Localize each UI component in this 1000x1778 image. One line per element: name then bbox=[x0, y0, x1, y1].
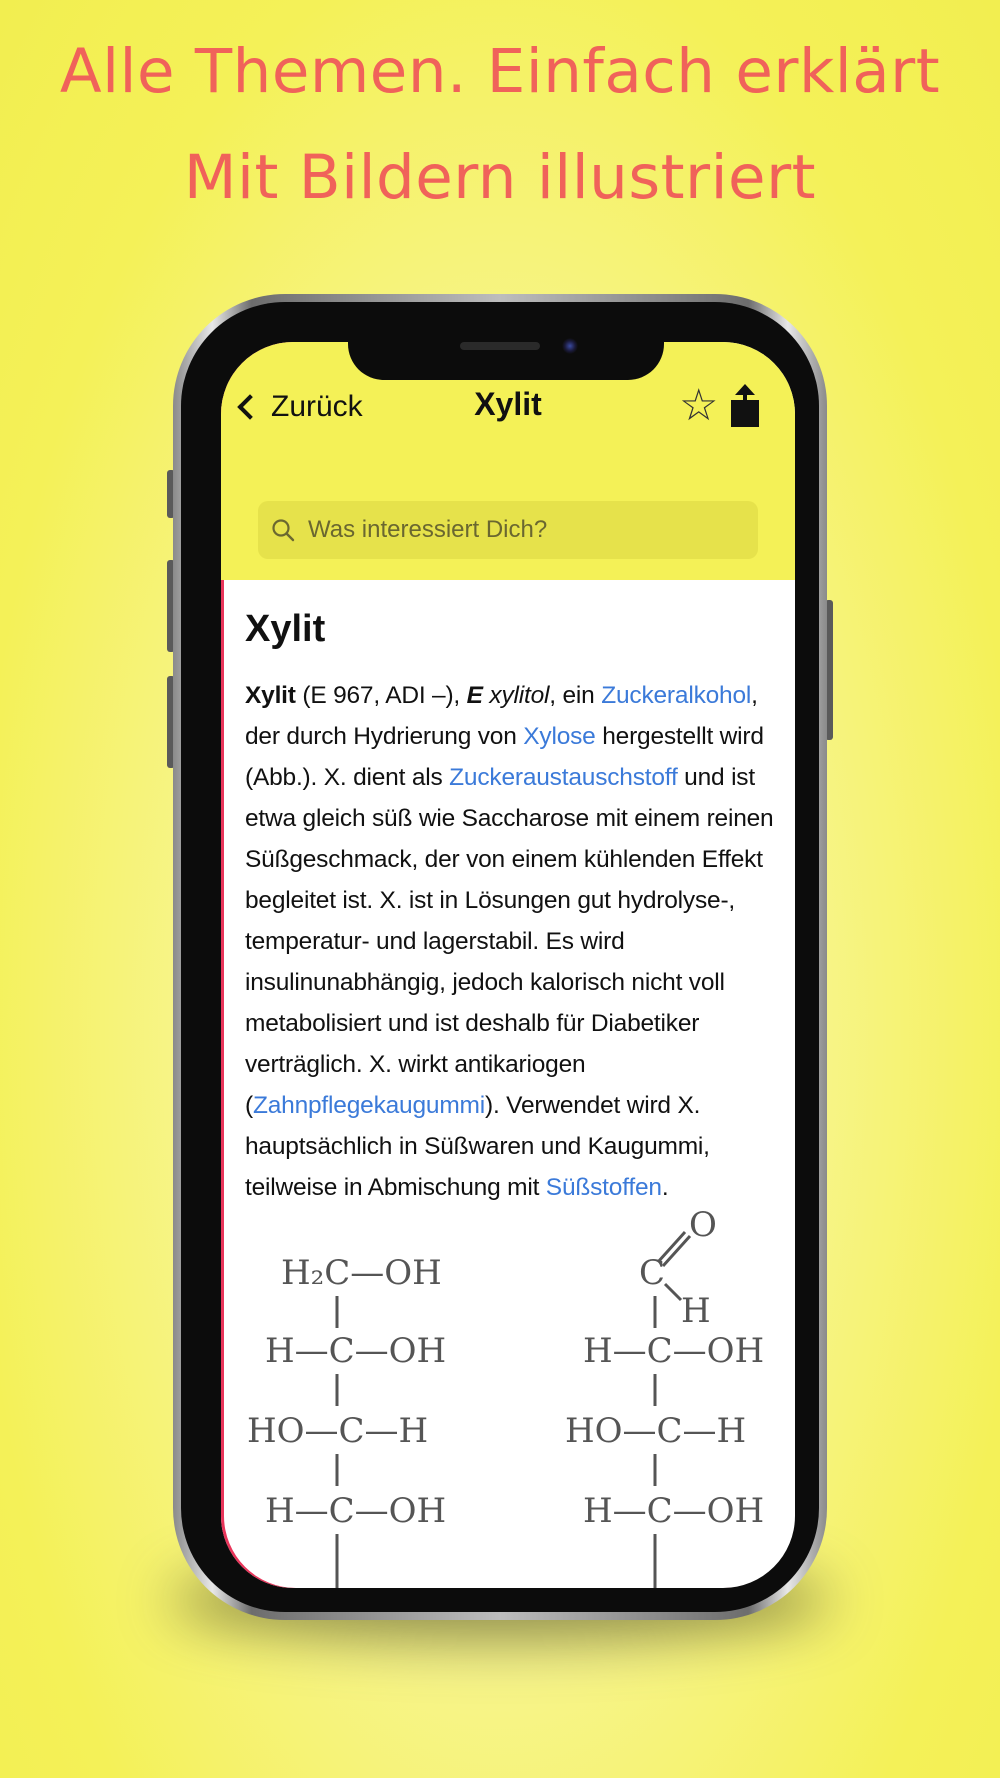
structural-formula-image bbox=[245, 1192, 775, 1588]
link-zuckeraustauschstoff[interactable]: Zuckeraustauschstoff bbox=[449, 764, 678, 791]
formula-right-top-h: H bbox=[681, 1291, 711, 1331]
formula-right-top-c: C bbox=[639, 1253, 666, 1293]
article-body bbox=[245, 675, 775, 1208]
article-text: (E 967, ADI –), bbox=[295, 682, 467, 709]
article-text: , ein bbox=[549, 682, 602, 709]
search-icon bbox=[270, 517, 296, 543]
app-screen bbox=[221, 342, 795, 1588]
article-text: . bbox=[661, 1174, 669, 1201]
promo-headline-1: Alle Themen. Einfach erklärt bbox=[59, 36, 941, 107]
english-term: xylitol bbox=[489, 682, 550, 709]
article-title: Xylit bbox=[245, 608, 326, 650]
article-content bbox=[245, 592, 775, 1208]
phone-frame bbox=[173, 294, 827, 1620]
link-xylose[interactable]: Xylose bbox=[523, 723, 596, 750]
link-zahnpflegekaugummi[interactable]: Zahnpflegekaugummi bbox=[252, 1092, 485, 1119]
article-text: hergestellt wird (Abb.). X. dient als bbox=[245, 723, 764, 791]
formula-right-row-3: HO—C—H bbox=[565, 1411, 747, 1451]
formula-right-top-o: O bbox=[689, 1205, 717, 1245]
article-term: Xylit bbox=[245, 682, 296, 709]
search-bar[interactable] bbox=[258, 501, 758, 559]
structural-formula-svg bbox=[245, 1192, 775, 1588]
article-text: und ist etwa gleich süß wie Saccharose mit einem reinen Süßgeschmack, der von einem kühlenden Effekt begleitet ist. X. ist in Lösungen gut hydrolyse-, temperatur- und lagerstabil. Es wird insulinunabhängig, jedoch kalorisch nicht voll metabolisiert und ist deshalb für Diabetiker verträglich. X. wirkt antikariogen ( bbox=[245, 764, 774, 1119]
back-button-label: Zurück bbox=[271, 390, 363, 423]
formula-left-row-2: H—C—OH bbox=[265, 1331, 447, 1371]
article-text: , der durch Hydrierung von bbox=[245, 682, 758, 750]
phone-speaker bbox=[460, 342, 540, 350]
link-suessstoffen[interactable]: Süßstoffen bbox=[545, 1174, 662, 1201]
share-icon[interactable] bbox=[729, 384, 761, 428]
link-zuckeralkohol[interactable]: Zuckeralkohol bbox=[601, 682, 752, 709]
formula-left-row-3: HO—C—H bbox=[247, 1411, 429, 1451]
article-text: ). Verwendet wird X. hauptsächlich in Süßwaren und Kaugummi, teilweise in Abmischung mit bbox=[245, 1092, 710, 1201]
promo-headline-2: Mit Bildern illustriert bbox=[183, 142, 817, 213]
nav-title: Xylit bbox=[474, 386, 542, 422]
front-camera bbox=[562, 338, 578, 354]
search-input[interactable] bbox=[306, 515, 758, 545]
formula-left-row-4: H—C—OH bbox=[265, 1491, 447, 1531]
star-icon[interactable]: ☆ bbox=[679, 381, 719, 430]
formula-right-row-2: H—C—OH bbox=[583, 1331, 765, 1371]
phone-notch bbox=[348, 334, 664, 380]
formula-left-row-1: H₂C—OH bbox=[281, 1253, 442, 1293]
english-label: E bbox=[466, 682, 483, 709]
bond-line bbox=[665, 1284, 681, 1300]
phone-bezel bbox=[181, 302, 819, 1612]
formula-right-row-4: H—C—OH bbox=[583, 1491, 765, 1531]
